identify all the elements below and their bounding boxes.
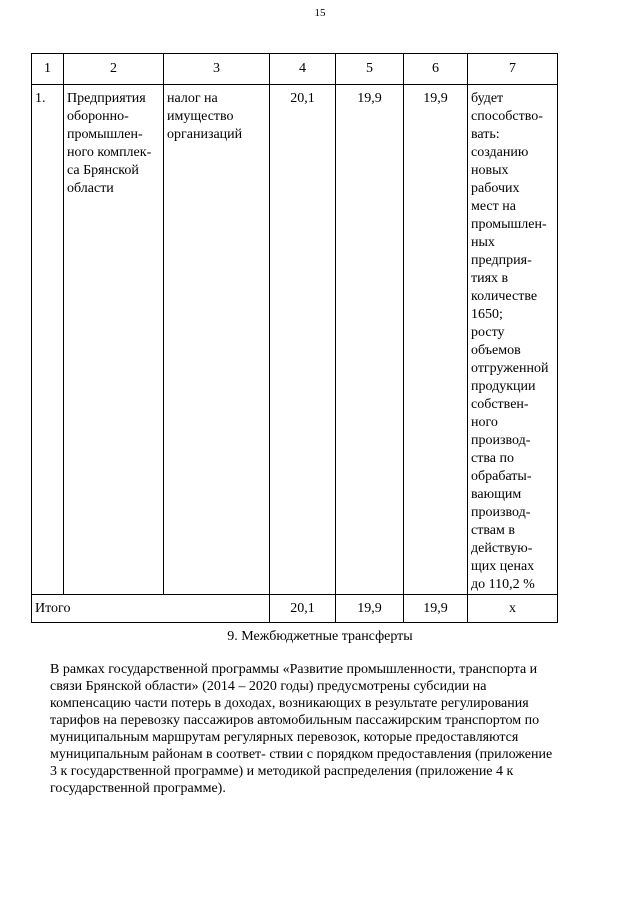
enterprise-lines bbox=[67, 90, 160, 198]
cell-line: действую- bbox=[471, 541, 533, 556]
cell-line: имущество bbox=[167, 109, 234, 124]
total-col7: х bbox=[468, 595, 558, 623]
paragraph-line: субсидии на компенсацию части потерь в доходах, возникающих в bbox=[50, 679, 487, 711]
total-label: Итого bbox=[32, 595, 270, 623]
paragraph-line: ствии с порядком предоставления (приложение 3 к государственной bbox=[50, 747, 553, 779]
header-cell-2: 2 bbox=[64, 54, 164, 85]
cell-line: новых bbox=[471, 163, 509, 178]
page-number: 15 bbox=[314, 7, 326, 19]
transfers-table bbox=[31, 53, 558, 623]
cell-line: Предприятия bbox=[67, 91, 146, 106]
tax-type-cell bbox=[164, 85, 270, 595]
value-col5: 19,9 bbox=[336, 85, 404, 595]
cell-line: налог на bbox=[167, 91, 218, 106]
paragraph-line: программе). bbox=[153, 781, 226, 796]
cell-line: ных bbox=[471, 235, 495, 250]
cell-line: ствам в bbox=[471, 523, 515, 538]
cell-line: рабочих bbox=[471, 181, 520, 196]
row-number: 1. bbox=[32, 85, 64, 595]
paragraph-line: программе) и методикой распределения (приложение 4 к государственной bbox=[50, 764, 514, 796]
body-paragraph bbox=[50, 661, 554, 797]
paragraph-line: В рамках государственной программы «Развитие промышленности, bbox=[50, 662, 456, 677]
paragraph-line: транспорта и связи Брянской области» (2014 – 2020 годы) предусмотрены bbox=[50, 662, 538, 694]
enterprise-cell bbox=[64, 85, 164, 595]
cell-line: мест на bbox=[471, 199, 516, 214]
header-cell-4: 4 bbox=[270, 54, 336, 85]
header-cell-5: 5 bbox=[336, 54, 404, 85]
header-cell-1: 1 bbox=[32, 54, 64, 85]
cell-line: будет bbox=[471, 91, 504, 106]
cell-line: вать: bbox=[471, 127, 500, 142]
cell-line: тиях в bbox=[471, 271, 509, 286]
cell-line: обрабаты- bbox=[471, 469, 532, 484]
cell-line: промышлен- bbox=[471, 217, 547, 232]
cell-line: созданию bbox=[471, 145, 529, 160]
total-col6: 19,9 bbox=[404, 595, 468, 623]
table-row bbox=[32, 85, 558, 595]
tax-type-lines bbox=[167, 90, 266, 144]
cell-line: отгруженной bbox=[471, 361, 549, 376]
value-col4: 20,1 bbox=[270, 85, 336, 595]
paragraph-line: перевозок, которые предоставляются муниципальным районам в соответ- bbox=[50, 730, 519, 762]
cell-line: до 110,2 % bbox=[471, 577, 535, 592]
header-cell-7: 7 bbox=[468, 54, 558, 85]
total-col5: 19,9 bbox=[336, 595, 404, 623]
cell-line: количестве bbox=[471, 289, 538, 304]
cell-line: предприя- bbox=[471, 253, 532, 268]
cell-line: ного bbox=[471, 415, 498, 430]
cell-line: вающим bbox=[471, 487, 522, 502]
effect-lines bbox=[471, 90, 554, 594]
cell-line: ства по bbox=[471, 451, 514, 466]
table-header-row bbox=[32, 54, 558, 85]
cell-line: области bbox=[67, 181, 114, 196]
paragraph-line: результате регулирования тарифов на перевозку пассажиров автомобильным bbox=[50, 696, 529, 728]
cell-line: са Брянской bbox=[67, 163, 139, 178]
cell-line: объемов bbox=[471, 343, 521, 358]
cell-line: способство- bbox=[471, 109, 543, 124]
cell-line: росту bbox=[471, 325, 505, 340]
cell-line: собствен- bbox=[471, 397, 529, 412]
cell-line: производ- bbox=[471, 505, 531, 520]
cell-line: организаций bbox=[167, 127, 243, 142]
paragraph-line: пассажирским транспортом по муниципальным маршрутам регулярных bbox=[50, 713, 540, 745]
table-total-row bbox=[32, 595, 558, 623]
cell-line: оборонно- bbox=[67, 109, 129, 124]
cell-line: 1650; bbox=[471, 307, 503, 322]
cell-line: промышлен- bbox=[67, 127, 143, 142]
cell-line: продукции bbox=[471, 379, 536, 394]
section-title: 9. Межбюджетные трансферты bbox=[227, 629, 413, 644]
total-col4: 20,1 bbox=[270, 595, 336, 623]
header-cell-3: 3 bbox=[164, 54, 270, 85]
value-col6: 19,9 bbox=[404, 85, 468, 595]
header-cell-6: 6 bbox=[404, 54, 468, 85]
effect-cell bbox=[468, 85, 558, 595]
cell-line: щих ценах bbox=[471, 559, 535, 574]
cell-line: ного комплек- bbox=[67, 145, 152, 160]
cell-line: производ- bbox=[471, 433, 531, 448]
